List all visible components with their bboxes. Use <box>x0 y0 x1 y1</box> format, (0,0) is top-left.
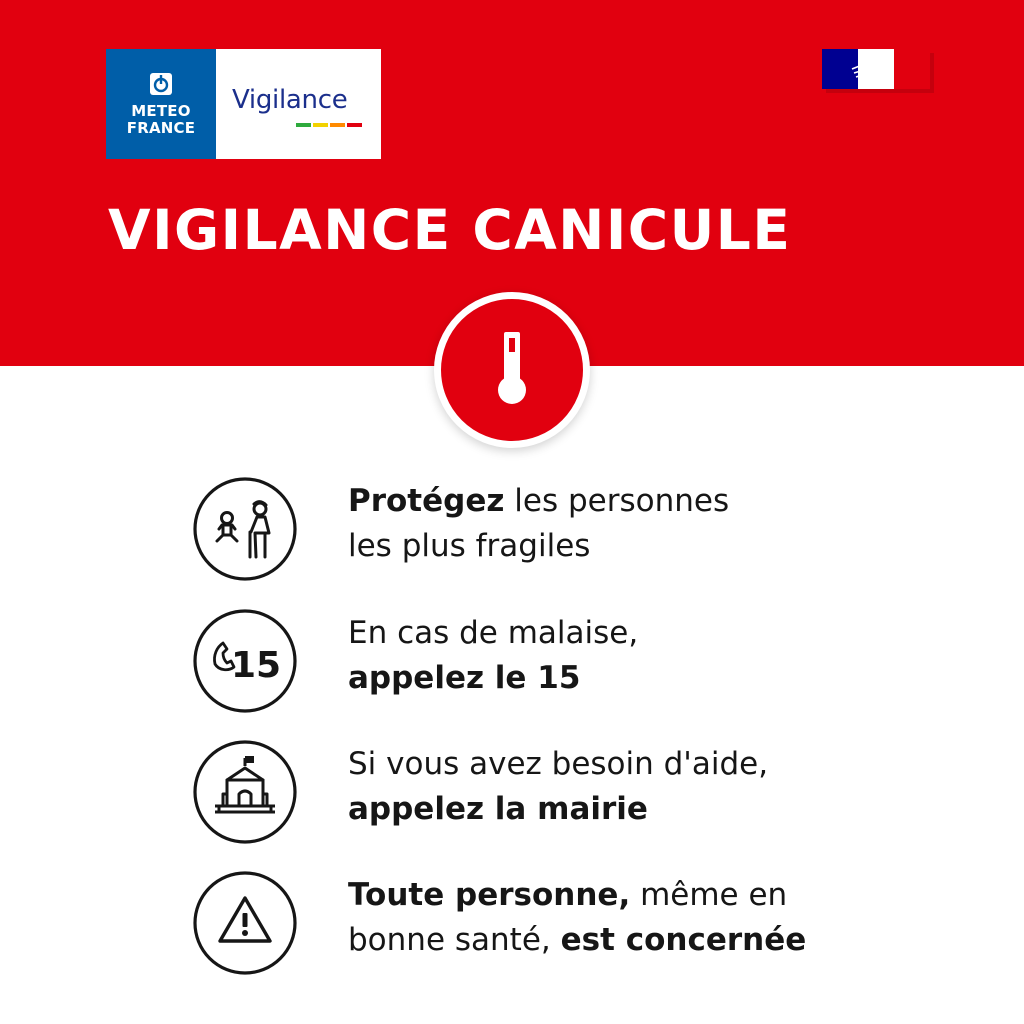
vigilance-bar-orange <box>330 123 345 127</box>
advice-line2-protect: les plus fragiles <box>348 528 591 564</box>
warning-icon <box>193 871 297 975</box>
meteo-france-vigilance-logo <box>106 49 381 159</box>
vigilance-label: Vigilance <box>232 85 348 115</box>
advice-bold-everyone: Toute personne, <box>348 877 631 913</box>
advice-line1-town-hall: Si vous avez besoin d'aide, <box>348 746 769 782</box>
town-hall-icon <box>193 740 297 844</box>
advice-text-town-hall <box>348 742 768 832</box>
advice-item-call-15 <box>193 609 913 719</box>
marianne-icon <box>838 49 904 89</box>
advice-rest-protect: les personnes <box>504 483 730 519</box>
heat-alert-badge <box>434 292 590 448</box>
advice-rest-everyone: même en <box>630 877 788 913</box>
advice-item-everyone <box>193 871 913 981</box>
meteo-france-emblem-icon <box>149 72 173 96</box>
advice-text-call-15 <box>348 611 638 701</box>
advice-line1-call-15: En cas de malaise, <box>348 615 639 651</box>
family-icon <box>193 477 297 581</box>
meteo-france-logo <box>106 49 216 159</box>
advice-text-protect <box>348 479 729 569</box>
phone-15-icon <box>193 609 297 713</box>
vigilance-bar-red <box>347 123 362 127</box>
advice-item-town-hall <box>193 740 913 850</box>
advice-bold-protect: Protégez <box>348 483 505 519</box>
vigilance-logo <box>216 49 381 159</box>
advice-bold2-everyone: est concernée <box>560 922 807 958</box>
page-title: VIGILANCE CANICULE <box>108 198 792 262</box>
france-label: FRANCE <box>126 118 196 137</box>
advice-text-everyone <box>348 873 806 963</box>
vigilance-bar-yellow <box>313 123 328 127</box>
phone-15-icon-label: 15 <box>230 645 282 686</box>
advice-bold-town-hall: appelez la mairie <box>348 791 648 827</box>
vigilance-bar-green <box>296 123 311 127</box>
vigilance-color-bar <box>296 123 366 127</box>
meteo-label: METEO <box>131 101 191 120</box>
advice-line2-everyone: bonne santé, <box>348 922 561 958</box>
thermometer-icon <box>441 299 583 441</box>
advice-bold-call-15: appelez le 15 <box>348 660 581 696</box>
advice-item-protect <box>193 477 913 587</box>
